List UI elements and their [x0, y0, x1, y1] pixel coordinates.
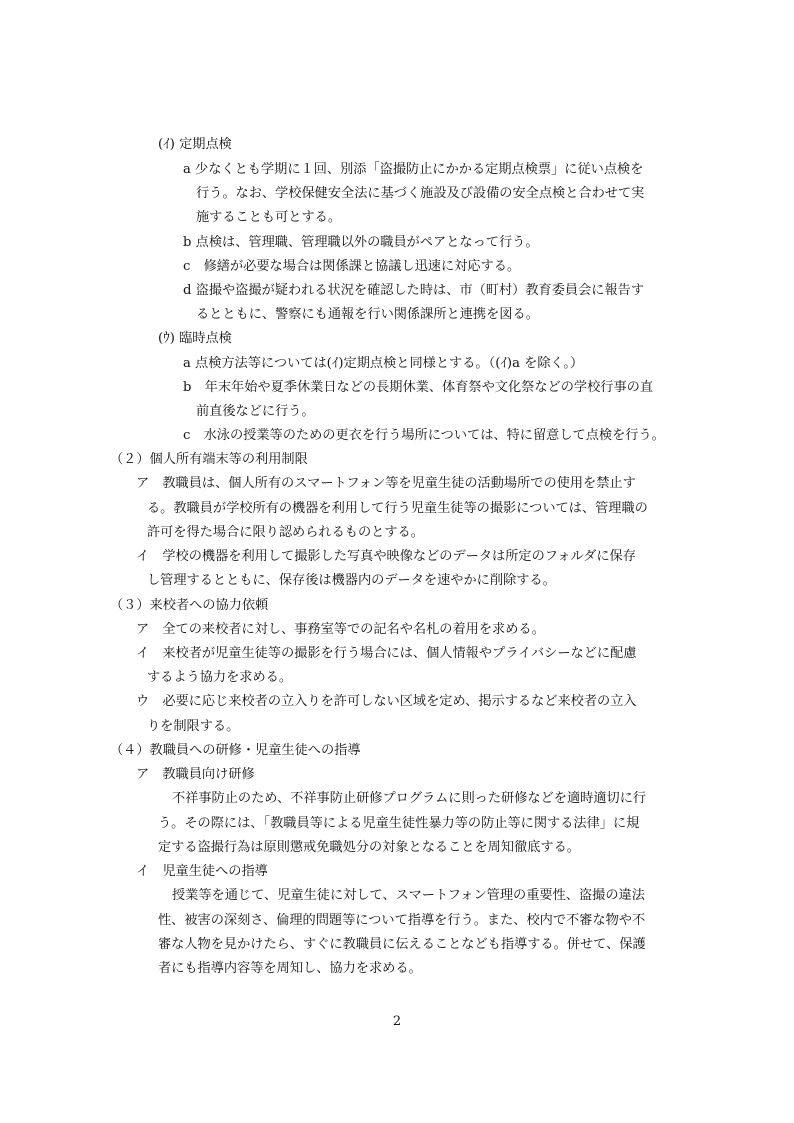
section-heading-2: （２）個人所有端末等の利用制限: [110, 452, 308, 467]
text-line: ア 全ての来校者に対し、事務室等での記名や名札の着用を求める。: [136, 622, 545, 637]
text-line: イ 来校者が児童生徒等の撮影を行う場合には、個人情報やプライバシーなどに配慮: [136, 646, 637, 661]
text-line: 不祥事防止のため、不祥事防止研修プログラムに則った研修などを適時適切に行: [172, 791, 647, 806]
text-line: c 水泳の授業等のための更衣を行う場所については、特に留意して点検を行う。: [183, 428, 665, 443]
section-heading-3: （３）来校者への協力依頼: [110, 598, 269, 613]
text-line: し管理するとともに、保存後は機器内のデータを速やかに削除する。: [147, 573, 556, 588]
text-line: ア 教職員は、個人所有のスマートフォン等を児童生徒の活動場所での使用を禁止す: [136, 476, 636, 491]
subheading-staff-training: ア 教職員向け研修: [136, 767, 255, 782]
section-heading-4: （４）教職員への研修・児童生徒への指導: [110, 743, 361, 758]
text-line: a 少なくとも学期に１回、別添「盗撮防止にかかる定期点検票」に従い点検を: [183, 162, 644, 177]
text-line: る。教職員が学校所有の機器を利用して行う児童生徒等の撮影については、管理職の: [147, 501, 648, 516]
text-line: りを制限する。: [147, 719, 240, 734]
heading-periodic-inspection: (ｲ) 定期点検: [158, 137, 232, 152]
text-line: a 点検方法等については(ｲ)定期点検と同様とする。（(ｲ)a を除く。）: [183, 356, 584, 371]
text-line: 者にも指導内容等を周知し、協力を求める。: [158, 961, 422, 976]
text-line: するよう協力を求める。: [147, 670, 293, 685]
text-line: 審な人物を見かけたら、すぐに教職員に伝えることなども指導する。併せて、保護: [158, 937, 646, 952]
text-line: d 盗撮や盗撮が疑われる状況を確認した時は、市（町村）教育委員会に報告す: [183, 283, 645, 298]
page-number: 2: [392, 1014, 402, 1029]
heading-temporary-inspection: (ｳ) 臨時点検: [158, 331, 232, 346]
text-line: b 点検は、管理職、管理職以外の職員がペアとなって行う。: [183, 235, 539, 250]
text-line: 許可を得た場合に限り認められるものとする。: [147, 525, 424, 540]
subheading-student-guidance: イ 児童生徒への指導: [136, 864, 268, 879]
text-line: b 年末年始や夏季休業日などの長期休業、体育祭や文化祭などの学校行事の直: [183, 380, 654, 395]
text-line: 施することも可とする。: [196, 210, 342, 225]
text-line: イ 学校の機器を利用して撮影した写真や映像などのデータは所定のフォルダに保存: [136, 549, 636, 564]
text-line: 授業等を通じて、児童生徒に対して、スマートフォン管理の重要性、盗撮の違法: [172, 888, 645, 903]
text-line: 性、被害の深刻さ、倫理的問題等について指導を行う。また、校内で不審な物や不: [158, 913, 646, 928]
text-line: う。その際には、「教職員等による児童生徒性暴力等の防止等に関する法律」に規: [158, 816, 640, 831]
text-line: るとともに、警察にも通報を行い関係課所と連携を図る。: [196, 307, 539, 322]
text-line: 前直後などに行う。: [196, 404, 315, 419]
text-line: ウ 必要に応じ来校者の立入りを許可しない区域を定め、掲示するなど来校者の立入: [136, 694, 637, 709]
text-line: 定する盗撮行為は原則懲戒免職処分の対象となることを周知徹底する。: [158, 840, 580, 855]
text-line: 行う。なお、学校保健安全法に基づく施設及び設備の安全点検と合わせて実: [196, 186, 645, 201]
text-line: c 修繕が必要な場合は関係課と協議し迅速に対応する。: [183, 259, 521, 274]
